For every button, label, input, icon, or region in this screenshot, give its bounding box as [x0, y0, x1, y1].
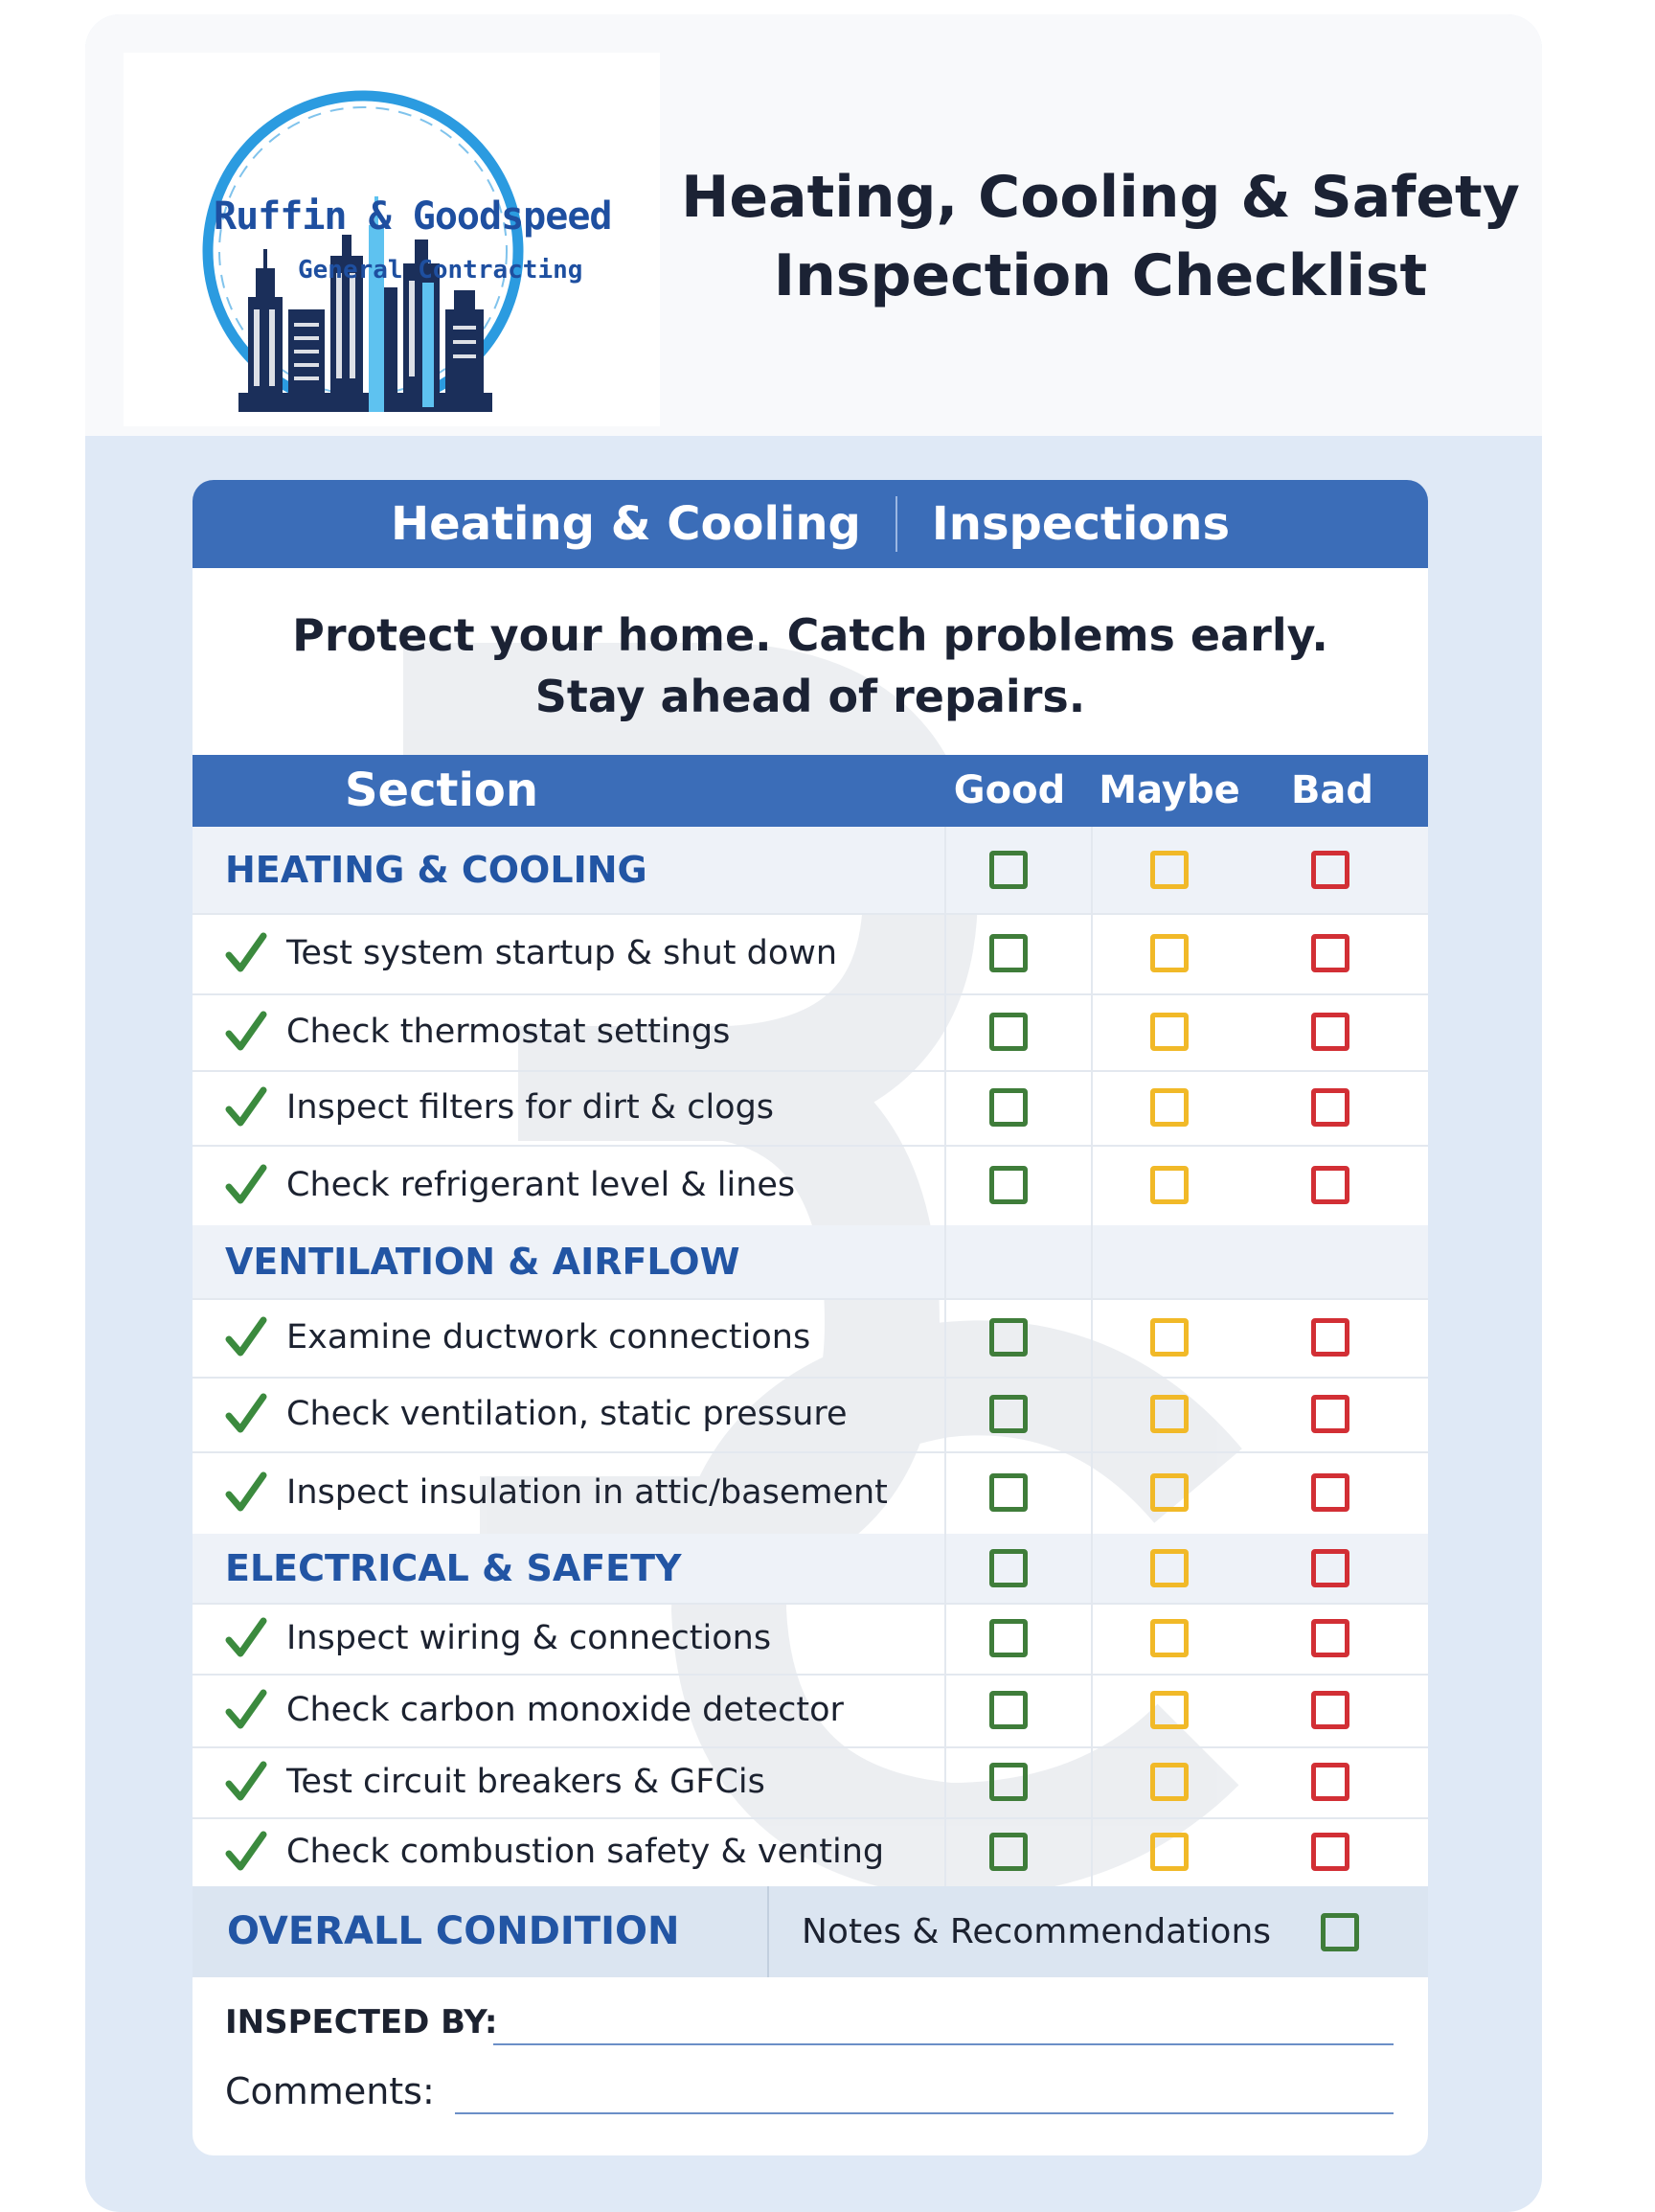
column-separator	[1091, 1534, 1093, 1603]
good-checkbox[interactable]	[989, 1691, 1028, 1729]
inspected-by-row	[225, 1994, 1394, 2051]
overall-condition-band	[193, 1886, 1428, 1977]
column-good: Good	[953, 768, 1066, 812]
maybe-checkbox[interactable]	[1150, 1318, 1189, 1357]
banner-divider	[896, 496, 897, 552]
category-row	[193, 827, 1428, 915]
item-label: Check thermostat settings	[286, 1013, 731, 1051]
section-banner	[193, 480, 1428, 568]
inspected-by-label: INSPECTED BY:	[225, 2003, 498, 2041]
column-separator	[1091, 1603, 1093, 1674]
column-separator	[944, 1746, 946, 1817]
inspected-by-line[interactable]	[493, 2043, 1394, 2045]
comments-row	[225, 2063, 1394, 2120]
maybe-checkbox[interactable]	[1150, 1088, 1189, 1127]
column-separator	[1091, 1817, 1093, 1886]
checkmark-icon	[225, 1470, 267, 1516]
checkmark-icon	[225, 1391, 267, 1437]
checkmark-icon	[225, 1759, 267, 1805]
good-checkbox[interactable]	[989, 1473, 1028, 1512]
bad-checkbox[interactable]	[1311, 934, 1349, 972]
checklist-item-row	[193, 1817, 1428, 1888]
company-logo	[124, 53, 660, 426]
company-name: Ruffin & Goodspeed	[214, 194, 612, 239]
checkmark-icon	[225, 1829, 267, 1875]
checklist-item-row	[193, 1298, 1428, 1379]
bad-checkbox[interactable]	[1311, 1318, 1349, 1357]
item-label: Check carbon monoxide detector	[286, 1691, 844, 1729]
notes-checkbox[interactable]	[1321, 1913, 1359, 1951]
column-separator	[944, 1377, 946, 1451]
comments-label: Comments:	[225, 2070, 435, 2112]
maybe-checkbox[interactable]	[1150, 1619, 1189, 1657]
good-checkbox[interactable]	[989, 1395, 1028, 1433]
column-separator	[944, 1534, 946, 1603]
item-label: Examine ductwork connections	[286, 1318, 811, 1357]
column-separator	[1091, 1674, 1093, 1746]
notes-recommendations-label: Notes & Recommendations	[802, 1912, 1272, 1951]
column-separator	[1091, 1145, 1093, 1225]
footer-divider	[767, 1886, 769, 1977]
bad-checkbox[interactable]	[1311, 851, 1349, 889]
banner-heating-cooling: Heating & Cooling	[390, 497, 861, 551]
category-label: HEATING & COOLING	[225, 849, 647, 891]
column-separator	[1091, 827, 1093, 913]
document-title	[660, 158, 1541, 315]
item-label: Inspect wiring & connections	[286, 1619, 772, 1657]
column-separator	[944, 1817, 946, 1886]
item-label: Inspect filters for dirt & clogs	[286, 1088, 775, 1127]
checklist-item-row	[193, 1746, 1428, 1819]
good-checkbox[interactable]	[989, 1619, 1028, 1657]
checklist-item-row	[193, 1674, 1428, 1748]
column-separator	[1091, 1225, 1093, 1298]
column-separator	[944, 1298, 946, 1377]
column-separator	[1091, 993, 1093, 1070]
item-label: Test circuit breakers & GFCis	[286, 1763, 765, 1801]
checkmark-icon	[225, 1009, 267, 1055]
checklist-item-row	[193, 1070, 1428, 1147]
maybe-checkbox[interactable]	[1150, 1833, 1189, 1871]
column-separator	[1091, 1298, 1093, 1377]
good-checkbox[interactable]	[989, 1318, 1028, 1357]
checklist-item-row	[193, 993, 1428, 1072]
column-separator	[944, 1225, 946, 1298]
maybe-checkbox[interactable]	[1150, 1166, 1189, 1204]
column-separator	[944, 827, 946, 913]
checklist-item-row	[193, 1145, 1428, 1227]
maybe-checkbox[interactable]	[1150, 1691, 1189, 1729]
checkmark-icon	[225, 1314, 267, 1360]
item-label: Test system startup & shut down	[286, 934, 838, 972]
column-section: Section	[344, 764, 539, 817]
category-label: VENTILATION & AIRFLOW	[225, 1241, 740, 1283]
item-label: Check ventilation, static pressure	[286, 1395, 848, 1433]
good-checkbox[interactable]	[989, 1088, 1028, 1127]
column-separator	[944, 1070, 946, 1145]
good-checkbox[interactable]	[989, 1013, 1028, 1051]
checklist-item-row	[193, 1377, 1428, 1453]
column-separator	[944, 1674, 946, 1746]
bad-checkbox[interactable]	[1311, 1395, 1349, 1433]
good-checkbox[interactable]	[989, 851, 1028, 889]
checklist-item-row	[193, 1451, 1428, 1536]
checklist-panel	[193, 480, 1428, 2155]
tagline-line-1: Protect your home. Catch problems early.	[292, 609, 1328, 661]
category-label: ELECTRICAL & SAFETY	[225, 1547, 682, 1589]
checkmark-icon	[225, 1084, 267, 1130]
maybe-checkbox[interactable]	[1150, 1395, 1189, 1433]
bad-checkbox[interactable]	[1311, 1549, 1349, 1587]
category-row	[193, 1534, 1428, 1605]
column-separator	[944, 1451, 946, 1534]
bad-checkbox[interactable]	[1311, 1619, 1349, 1657]
bad-checkbox[interactable]	[1311, 1833, 1349, 1871]
maybe-checkbox[interactable]	[1150, 851, 1189, 889]
checklist-item-row	[193, 913, 1428, 995]
overall-condition-label: OVERALL CONDITION	[227, 1909, 680, 1953]
checkmark-icon	[225, 930, 267, 976]
bad-checkbox[interactable]	[1311, 1691, 1349, 1729]
title-line-1: Heating, Cooling & Safety	[681, 164, 1520, 231]
column-separator	[1091, 1377, 1093, 1451]
bad-checkbox[interactable]	[1311, 1166, 1349, 1204]
column-bad: Bad	[1290, 768, 1374, 812]
company-subtitle: General Contracting	[298, 256, 583, 285]
item-label: Check combustion safety & venting	[286, 1833, 885, 1871]
good-checkbox[interactable]	[989, 1763, 1028, 1801]
maybe-checkbox[interactable]	[1150, 1473, 1189, 1512]
column-separator	[1091, 1451, 1093, 1534]
item-label: Inspect insulation in attic/basement	[286, 1473, 888, 1512]
checklist-item-row	[193, 1603, 1428, 1676]
comments-line[interactable]	[455, 2112, 1394, 2114]
column-header	[193, 755, 1428, 827]
checklist-card	[85, 14, 1542, 2212]
good-checkbox[interactable]	[989, 1549, 1028, 1587]
maybe-checkbox[interactable]	[1150, 1763, 1189, 1801]
category-row	[193, 1225, 1428, 1300]
title-line-2: Inspection Checklist	[773, 242, 1428, 309]
column-separator	[944, 1603, 946, 1674]
good-checkbox[interactable]	[989, 1166, 1028, 1204]
maybe-checkbox[interactable]	[1150, 1013, 1189, 1051]
good-checkbox[interactable]	[989, 934, 1028, 972]
column-separator	[1091, 1070, 1093, 1145]
checkmark-icon	[225, 1615, 267, 1661]
column-separator	[944, 913, 946, 993]
bad-checkbox[interactable]	[1311, 1473, 1349, 1512]
column-separator	[944, 1145, 946, 1225]
column-separator	[944, 993, 946, 1070]
checkmark-icon	[225, 1687, 267, 1733]
maybe-checkbox[interactable]	[1150, 1549, 1189, 1587]
item-label: Check refrigerant level & lines	[286, 1166, 796, 1204]
header-area	[85, 14, 1542, 436]
good-checkbox[interactable]	[989, 1833, 1028, 1871]
checkmark-icon	[225, 1162, 267, 1208]
bad-checkbox[interactable]	[1311, 1088, 1349, 1127]
banner-inspections: Inspections	[931, 497, 1231, 551]
maybe-checkbox[interactable]	[1150, 934, 1189, 972]
bad-checkbox[interactable]	[1311, 1013, 1349, 1051]
tagline	[193, 604, 1428, 727]
column-separator	[1091, 913, 1093, 993]
column-maybe: Maybe	[1099, 768, 1240, 812]
column-separator	[1091, 1746, 1093, 1817]
bad-checkbox[interactable]	[1311, 1763, 1349, 1801]
tagline-line-2: Stay ahead of repairs.	[534, 671, 1086, 722]
skyline-logo-icon	[124, 53, 660, 426]
